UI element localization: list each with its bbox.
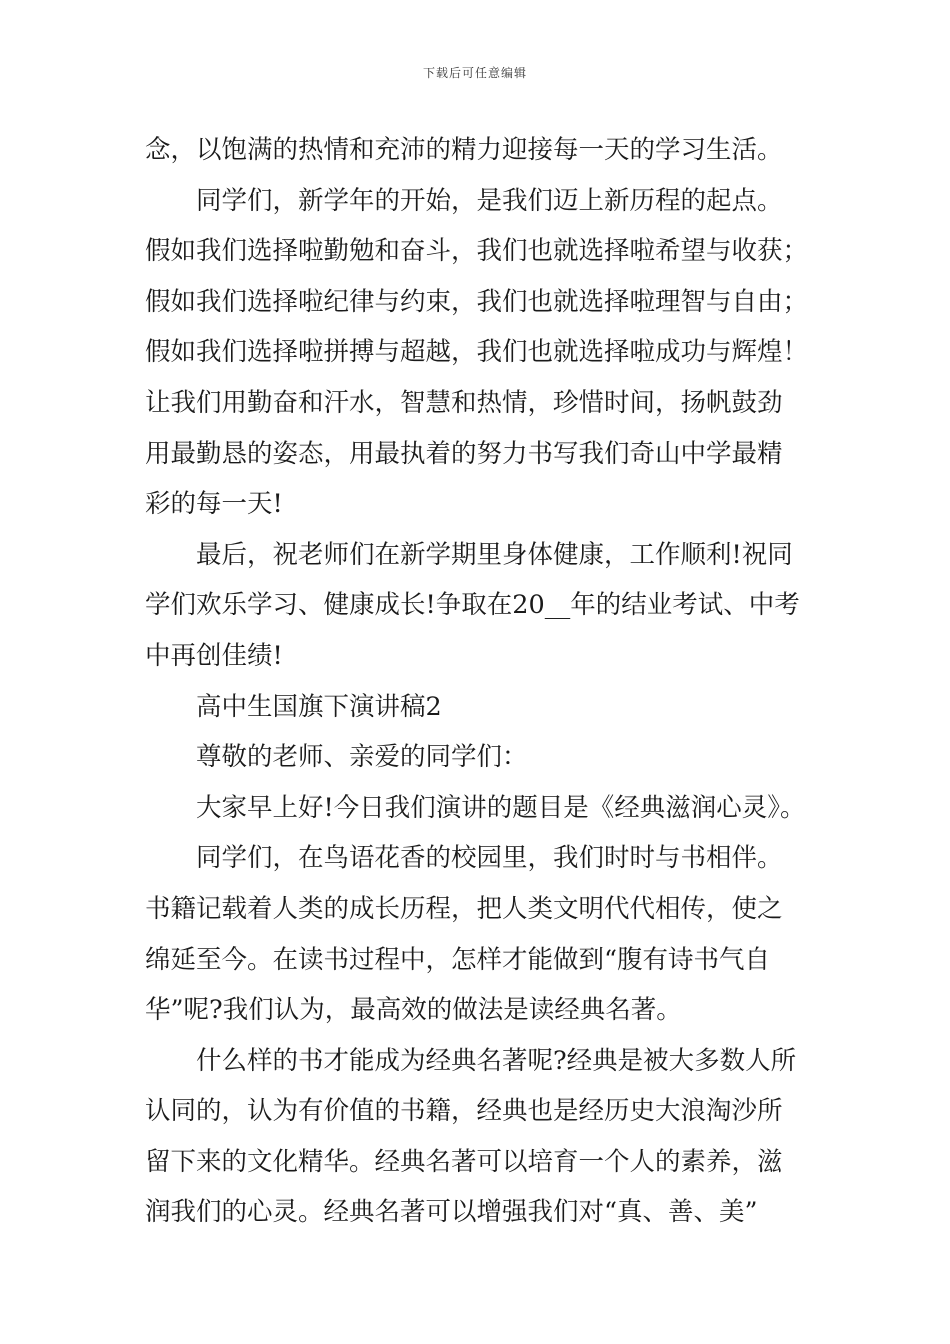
page-header: 下载后可任意编辑: [422, 66, 527, 80]
text-line: 假如我们选择啦拼搏与超越，我们也就选择啦成功与辉煌！: [145, 337, 809, 368]
text-line: 书籍记载着人类的成长历程，把人类文明代代相传，使之: [145, 893, 783, 924]
text-line: 华”呢?我们认为，最高效的做法是读经典名著。: [145, 995, 682, 1026]
section-title: 高中生国旗下演讲稿2: [196, 691, 442, 722]
text-line: 大家早上好!今日我们演讲的题目是《经典滋润心灵》。: [196, 792, 806, 823]
text-line: 润我们的心灵。经典名著可以增强我们对“真、善、美”: [145, 1197, 758, 1228]
text-line: 学们欢乐学习、健康成长!争取在20__年的结业考试、中考: [145, 590, 800, 621]
text-line: 中再创佳绩!: [145, 640, 283, 671]
text-line: 认同的，认为有价值的书籍，经典也是经历史大浪淘沙所: [145, 1096, 783, 1127]
document-body: [145, 125, 810, 1238]
text-line: 什么样的书才能成为经典名著呢?经典是被大多数人所: [196, 1045, 797, 1076]
salutation: 尊敬的老师、亲爱的同学们：: [196, 742, 528, 773]
text-line: 绵延至今。在读书过程中，怎样才能做到“腹有诗书气自: [145, 944, 771, 975]
text-line: 最后，祝老师们在新学期里身体健康，工作顺利!祝同: [196, 539, 793, 570]
text-line: 让我们用勤奋和汗水，智慧和热情，珍惜时间，扬帆鼓劲: [145, 387, 783, 418]
text-line: 同学们，新学年的开始，是我们迈上新历程的起点。: [196, 185, 783, 216]
text-line: 用最勤恳的姿态，用最执着的努力书写我们奇山中学最精: [145, 438, 783, 469]
text-line: 彩的每一天!: [145, 489, 283, 520]
text-line: 留下来的文化精华。经典名著可以培育一个人的素养，滋: [145, 1146, 783, 1177]
text-line: 假如我们选择啦纪律与约束，我们也就选择啦理智与自由；: [145, 286, 809, 317]
text-line: 假如我们选择啦勤勉和奋斗，我们也就选择啦希望与收获；: [145, 236, 809, 267]
text-line: 同学们，在鸟语花香的校园里，我们时时与书相伴。: [196, 843, 783, 874]
text-line: 念，以饱满的热情和充沛的精力迎接每一天的学习生活。: [145, 135, 783, 165]
